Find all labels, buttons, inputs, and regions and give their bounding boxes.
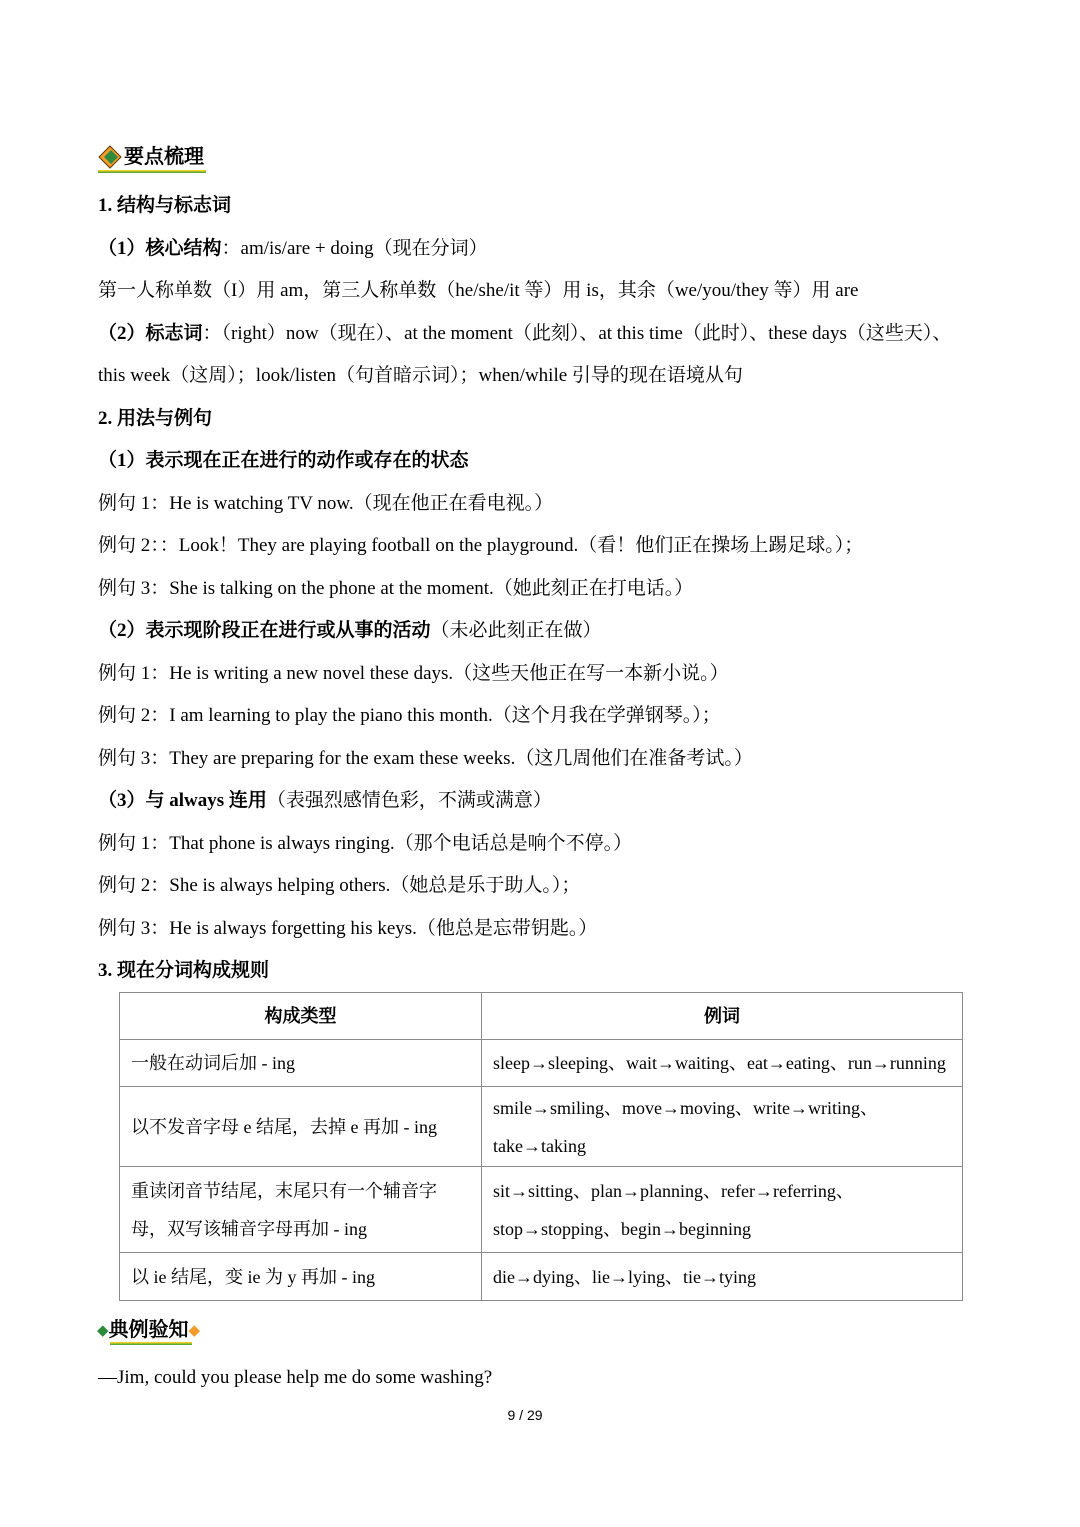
- signal-words-continued: this week（这周）；look/listen（句首暗示词）；when/while 引导的现在语境从句: [98, 365, 743, 386]
- examples-text: stop→stopping、begin→beginning: [493, 1218, 751, 1239]
- example-line: [98, 653, 1058, 696]
- example-label: 例句 3：: [98, 577, 170, 599]
- rule-text: 母，双写该辅音字母再加 - ing: [131, 1218, 367, 1239]
- table-header-row: [120, 993, 963, 1040]
- examples-cell: [482, 1253, 963, 1301]
- examples-cell: [482, 1040, 963, 1087]
- example-line: [98, 908, 1058, 951]
- example-line: [98, 568, 1058, 611]
- example-label: 例句 3：: [98, 747, 170, 769]
- person-rule-line: 第一人称单数（I）用 am，第三人称单数（he/she/it 等）用 is，其余（we/you/they 等）用 are: [98, 280, 859, 301]
- example-line: [98, 483, 1058, 526]
- example-label: 例句 1：: [98, 492, 170, 514]
- usage-3-label: （3）与 always 连用: [98, 790, 267, 811]
- heading-usage: 2. 用法与例句: [98, 407, 213, 429]
- examples-text: sleep→sleeping、wait→waiting、eat→eating、run→running: [493, 1053, 946, 1073]
- example-text: He is watching TV now.（现在他正在看电视。）: [169, 492, 554, 514]
- examples-text: take→taking: [493, 1135, 586, 1156]
- signal-words-label: （2）标志词: [98, 322, 203, 344]
- core-structure-label: （1）核心结构: [98, 237, 222, 259]
- rule-text: 以 ie 结尾，变 ie 为 y 再加 - ing: [131, 1266, 375, 1287]
- example-line: [98, 695, 1058, 738]
- rule-cell: [120, 1167, 482, 1253]
- rule-cell: [120, 1040, 482, 1087]
- example-text: I am learning to play the piano this month.（这个月我在学弹钢琴。）；: [169, 705, 721, 726]
- rule-text: 以不发音字母 e 结尾，去掉 e 再加 - ing: [131, 1116, 437, 1137]
- section-title: 要点梳理: [124, 146, 204, 168]
- section-heading-practice: [97, 1316, 200, 1344]
- heading-structure: 1. 结构与标志词: [98, 195, 232, 216]
- example-text: That phone is always ringing.（那个电话总是响个不停。）: [169, 832, 633, 854]
- example-label: 例句 2：: [98, 535, 160, 556]
- outline-content: [98, 185, 1058, 993]
- section-heading-outline: [98, 143, 204, 171]
- core-structure-text: ：am/is/are + doing（现在分词）: [221, 237, 488, 259]
- diamond-icon: [98, 145, 124, 169]
- example-label: 例句 2：: [98, 705, 170, 726]
- rule-text: 重读闭音节结尾，末尾只有一个辅音字: [131, 1180, 437, 1201]
- usage-2-label: （2）表示现阶段正在进行或从事的活动: [98, 620, 431, 641]
- table-row: [120, 1167, 963, 1253]
- examples-cell: [482, 1167, 963, 1253]
- example-line: [98, 738, 1058, 781]
- example-text: He is writing a new novel these days.（这些天他正在写一本新小说。）: [169, 662, 729, 684]
- example-label: 例句 1：: [98, 832, 170, 854]
- section-underline: [98, 170, 206, 173]
- usage-1-label: （1）表示现在正在进行的动作或存在的状态: [98, 450, 469, 471]
- column-header: 构成类型: [120, 993, 482, 1040]
- rule-cell: [120, 1253, 482, 1301]
- example-line: [98, 865, 1058, 908]
- example-text: They are preparing for the exam these weeks.（这几周他们在准备考试。）: [169, 747, 753, 769]
- example-label: 例句 1：: [98, 662, 170, 684]
- diamond-icon: ◆: [188, 1321, 201, 1339]
- usage-2-line: [98, 610, 1058, 653]
- core-structure-line: [98, 228, 1058, 271]
- diamond-icon: ◆: [97, 1321, 109, 1339]
- examples-text: die→dying、lie→lying、tie→tying: [493, 1266, 756, 1287]
- signal-words-text: ：（right）now（现在）、at the moment（此刻）、at this time（此时）、these days（这些天）、: [202, 322, 952, 344]
- examples-text: sit→sitting、plan→planning、refer→referring、: [493, 1180, 854, 1201]
- example-text: ：Look！They are playing football on the playground.（看！他们正在操场上踢足球。）；: [159, 535, 864, 556]
- page-number: 9 / 29: [507, 1407, 543, 1423]
- example-text: He is always forgetting his keys.（他总是忘带钥匙。）: [169, 917, 598, 939]
- table-row: [120, 1087, 963, 1167]
- examples-text: smile→smiling、move→moving、write→writing、: [493, 1097, 878, 1118]
- example-label: 例句 2：: [98, 875, 170, 896]
- column-header: 例词: [482, 993, 963, 1040]
- heading-participle-rules: 3. 现在分词构成规则: [98, 960, 270, 981]
- usage-3-line: [98, 780, 1058, 823]
- table-row: [120, 1253, 963, 1301]
- rule-cell: [120, 1087, 482, 1167]
- section-title: 典例验知: [108, 1319, 189, 1341]
- usage-3-note: （表强烈感情色彩，不满或满意）: [266, 790, 552, 811]
- rule-text: 一般在动词后加 - ing: [131, 1053, 295, 1073]
- usage-2-note: （未必此刻正在做）: [430, 620, 602, 641]
- example-text: She is always helping others.（她总是乐于助人。）；: [169, 875, 581, 896]
- participle-rules-table: [119, 992, 963, 1301]
- example-text: She is talking on the phone at the moment.（她此刻正在打电话。）: [169, 577, 694, 599]
- signal-words-line: [98, 313, 1058, 356]
- example-line: [98, 823, 1058, 866]
- section-underline: [110, 1342, 192, 1345]
- practice-question: —Jim, could you please help me do some washing?: [98, 1367, 493, 1388]
- table-row: [120, 1040, 963, 1087]
- example-label: 例句 3：: [98, 917, 170, 939]
- example-line: [98, 525, 1058, 568]
- examples-cell: [482, 1087, 963, 1167]
